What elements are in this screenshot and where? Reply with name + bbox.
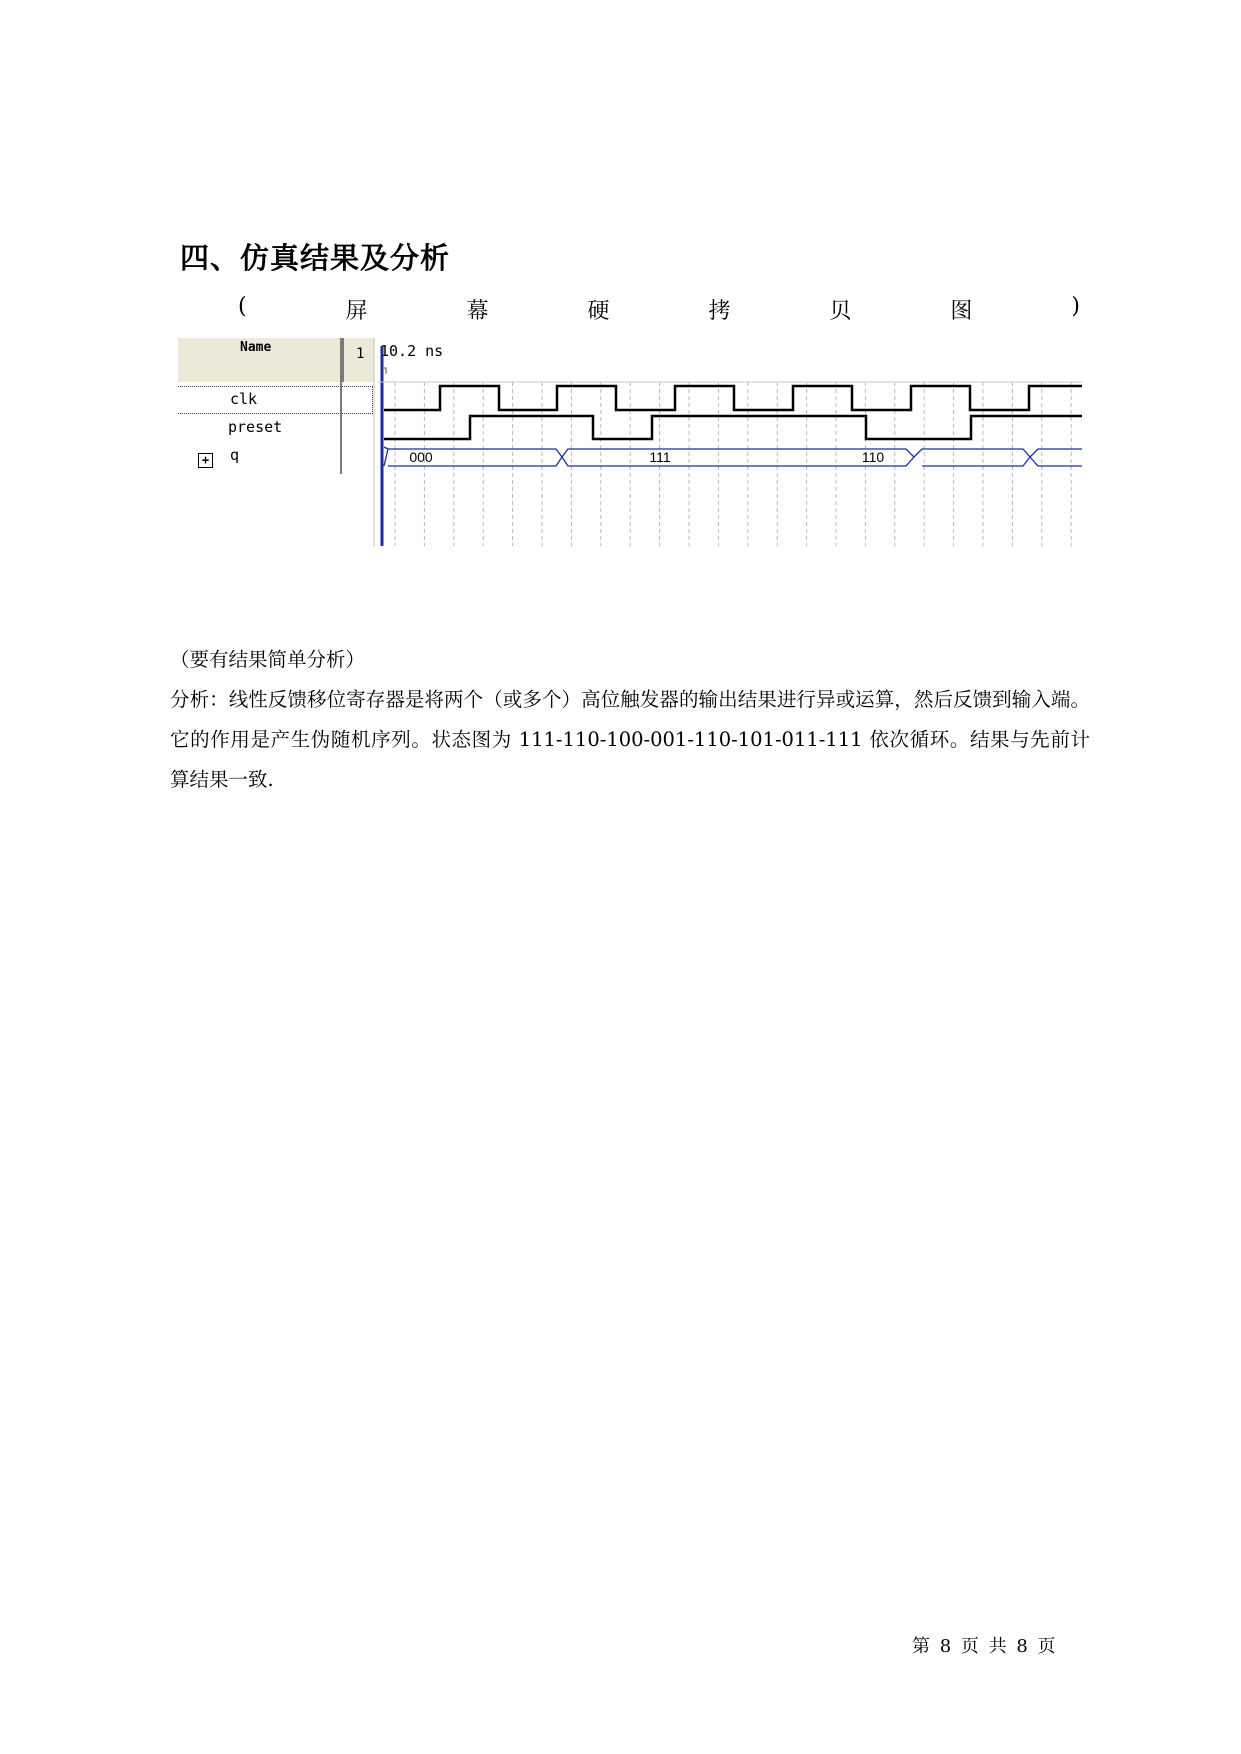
value-header-label: 1	[356, 346, 365, 362]
preset-waveform	[384, 416, 1082, 439]
q-value: 110	[861, 449, 885, 465]
figure-caption	[238, 294, 1080, 325]
time-marker-label: 10.2 ns	[380, 342, 444, 360]
caption-char: (	[238, 294, 247, 319]
q-value: 111	[649, 449, 671, 465]
caption-char: 硬	[587, 299, 610, 324]
caption-char: 屏	[345, 299, 368, 324]
section-heading: 四、仿真结果及分析	[180, 241, 451, 275]
caption-char: 拷	[708, 299, 731, 324]
q-bus-waveform	[384, 447, 1082, 466]
waveform-traces	[178, 338, 1082, 546]
analysis-paragraph: 分析：线性反馈移位寄存器是将两个（或多个）高位触发器的输出结果进行异或运算，然后反馈到输入端。它的作用是产生伪随机序列。状态图为 111-110-100-001-110-101-011-111 依次循环。结果与先前计算结果一致.	[170, 688, 1090, 791]
name-header-label: Name	[240, 340, 272, 355]
signal-clk-label[interactable]: clk	[230, 390, 258, 408]
page-footer: 第 8 页 共 8 页	[912, 1636, 1056, 1657]
clk-waveform	[384, 386, 1082, 410]
signal-q-label[interactable]: q	[230, 446, 240, 464]
expand-icon[interactable]: +	[198, 453, 213, 468]
q-value: 000	[409, 449, 433, 465]
waveform-screenshot	[178, 338, 1082, 546]
caption-char: )	[1071, 294, 1080, 319]
caption-char: 贝	[829, 299, 852, 324]
caption-char: 图	[950, 299, 973, 324]
caption-char: 幕	[466, 299, 489, 324]
signal-preset-label[interactable]: preset	[228, 418, 283, 436]
analysis-requirement: （要有结果简单分析）	[170, 648, 366, 671]
